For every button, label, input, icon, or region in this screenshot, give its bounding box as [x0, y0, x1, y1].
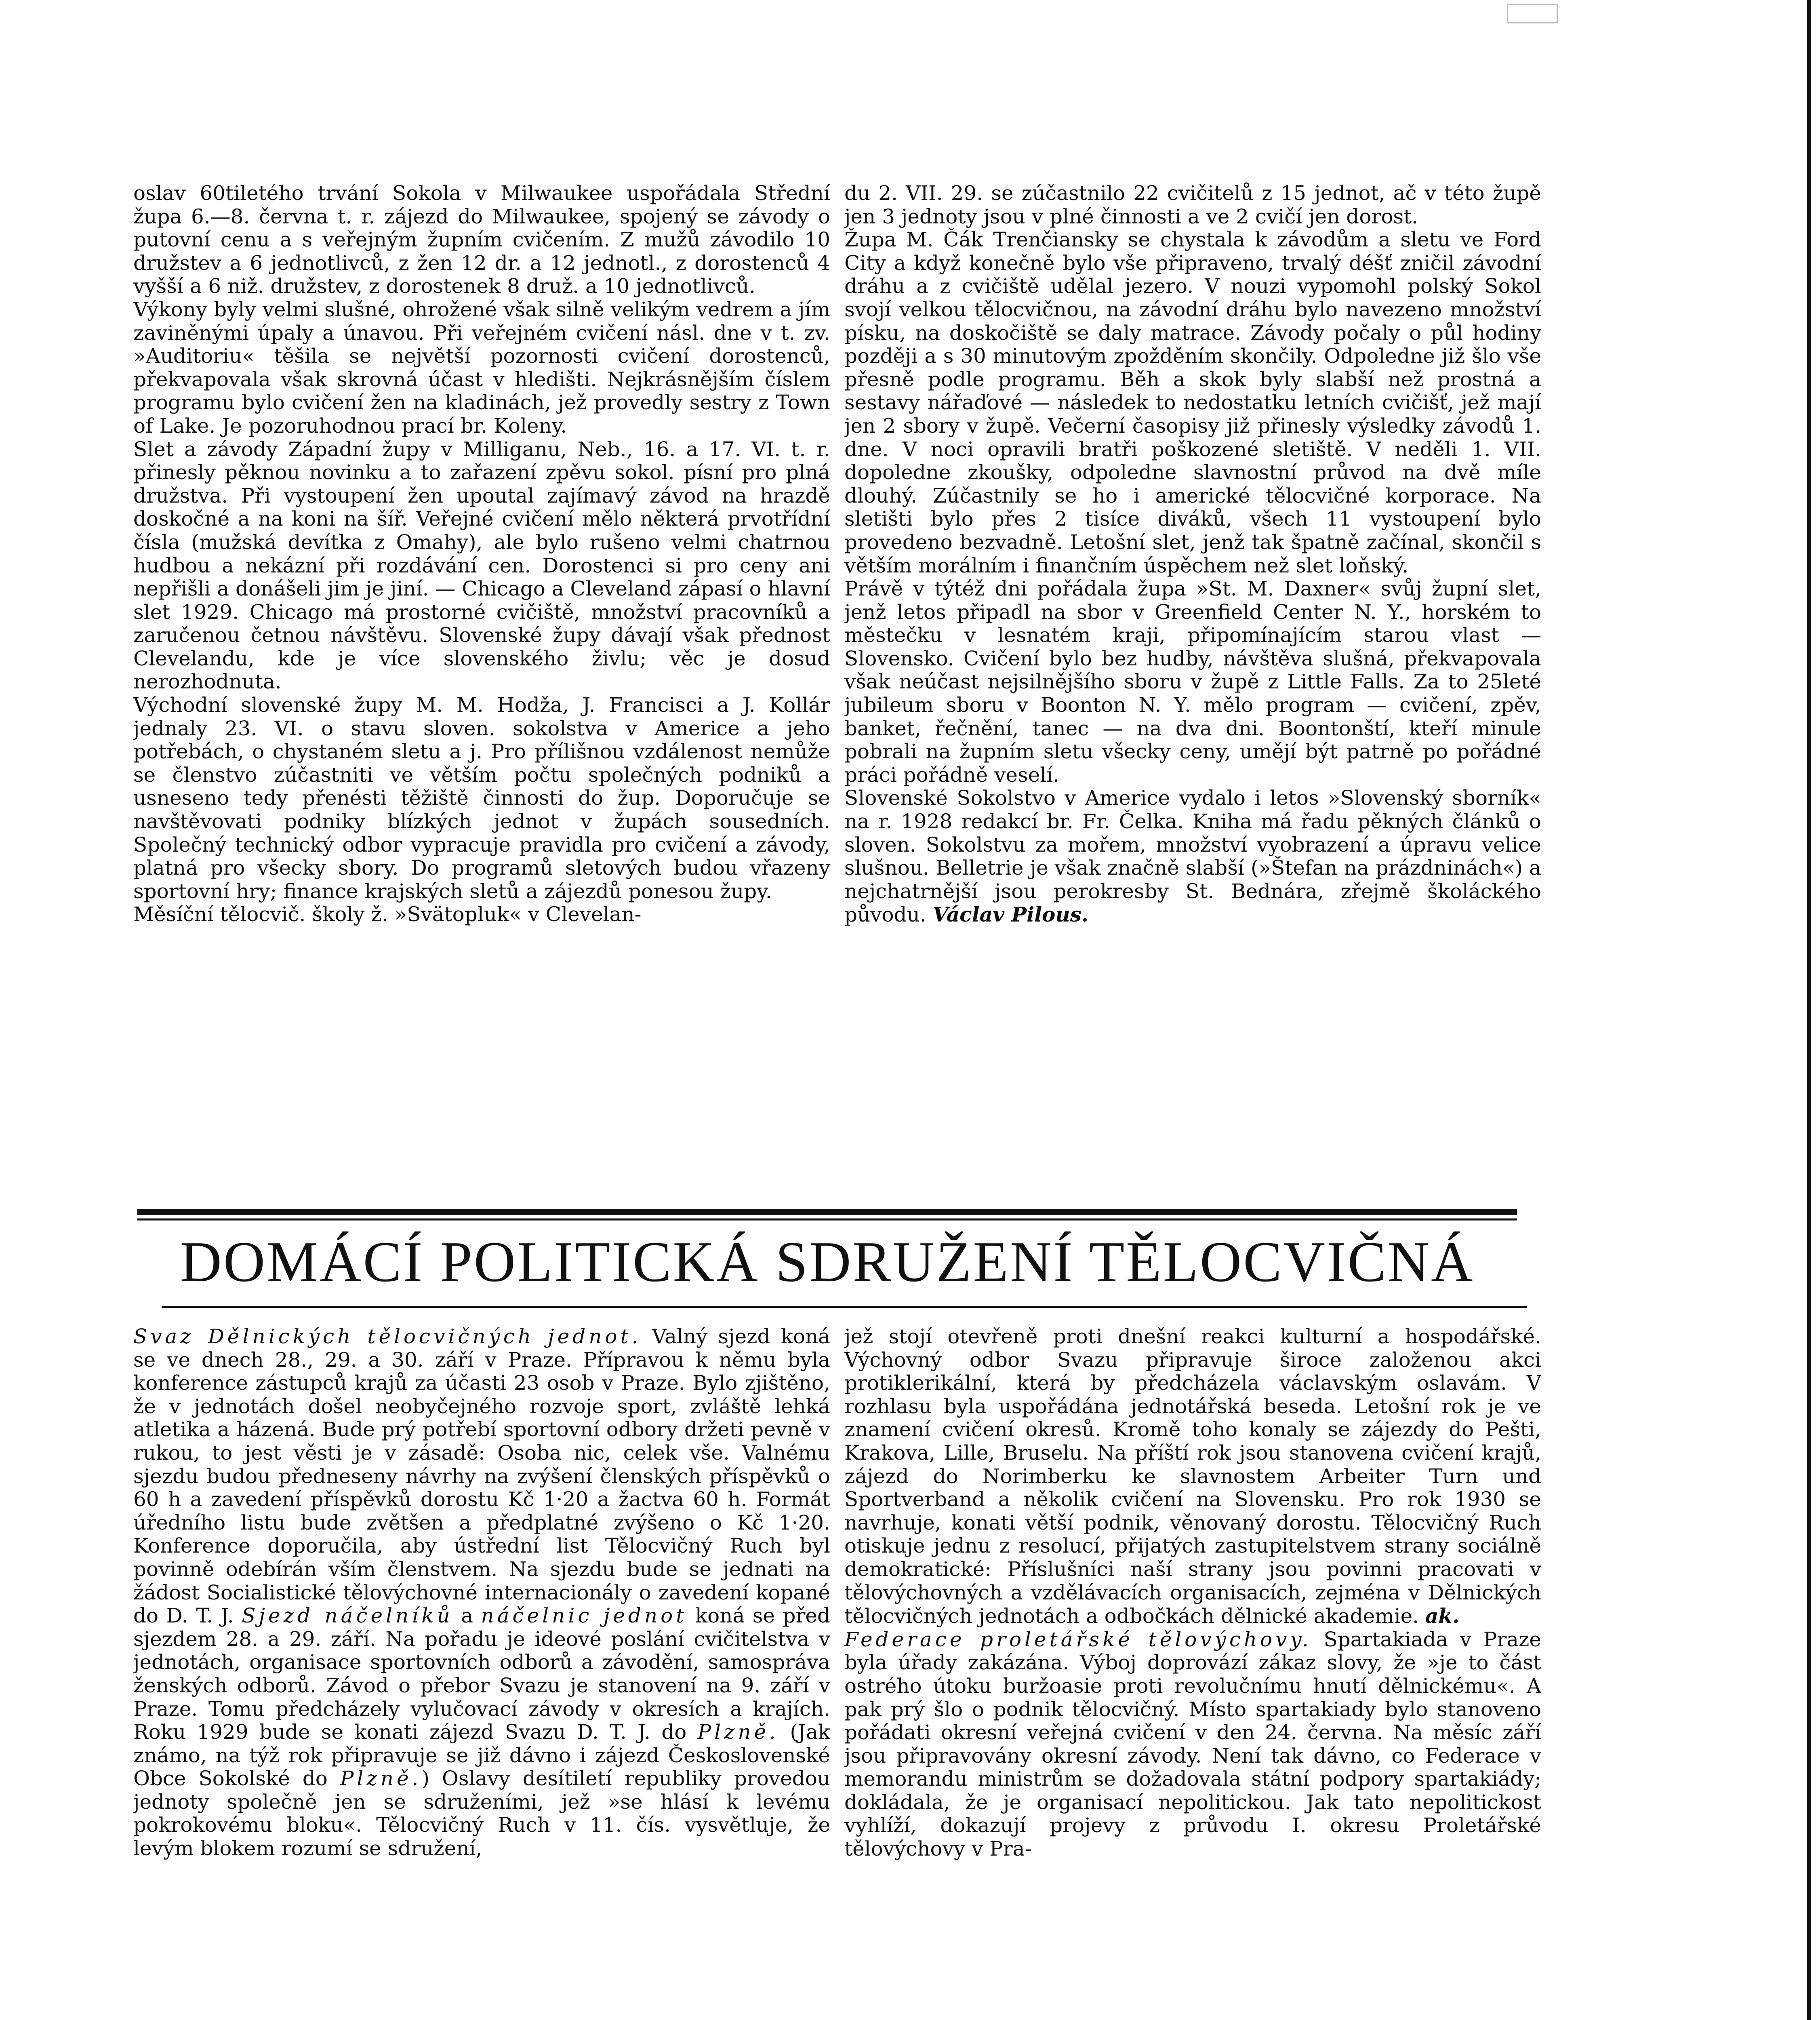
paragraph-text: Slovenské Sokolstvo v Americe vydalo i letos »Slovenský sborník« na r. 1928 redakcí br. Fr. Čelka. Kniha má řadu pěkných článků o sloven. Sokolstvu za mořem, množství vyobrazení a úpravu velice slušnou. Belletrie je však značně slabší (»Štefan na prázdninách«) a nejchatrnější jsou perokresby St. Bednára, zřejmě školáckého původu.: [844, 786, 1541, 927]
paragraph: du 2. VII. 29. se zúčastnilo 22 cvičitelů z 15 jednot, ač v této župě jen 3 jednoty jsou v plné činnosti a ve 2 cvičí jen dorost.: [844, 182, 1541, 228]
section-rule-bottom: [162, 1306, 1527, 1308]
emphasis-text: Sjezd náčelníků: [242, 1604, 453, 1628]
bottom-article-right-column: [844, 1325, 1541, 2020]
paragraph: [133, 1325, 830, 1860]
paragraph: Měsíční tělocvič. školy ž. »Svätopluk« v Clevelan-: [133, 903, 642, 926]
emphasis-text: Plzně.: [697, 1720, 779, 1744]
author-signature: Václav Pilous.: [932, 903, 1089, 927]
paragraph: [844, 1628, 1541, 1861]
section-rule-thin: [137, 1218, 1517, 1220]
paragraph: [844, 787, 1541, 927]
section-title: DOMÁCÍ POLITICKÁ SDRUŽENÍ TĚLOCVIČNÁ: [180, 1230, 1475, 1294]
paragraph: Východní slovenské župy M. M. Hodža, J. Francisci a J. Kollár jednaly 23. VI. o stavu sloven. sokolstva v Americe a jeho potřebách, o chystaném sletu a j. Pro přílišnou vzdálenost nemůže se členstvo zúčastniti ve větším počtu společných podniků a usneseno tedy přenésti těžiště činnosti do žup. Doporučuje se navštěvovati podniky blízkých jednot v župách sousedních. Společný technický odbor vypracuje pravidla pro cvičení a závody, platná pro všecky sbory. Do programů sletových budou vřazeny sportovní hry; finance krajských sletů a zájezdů ponesou župy.: [133, 693, 830, 903]
emphasis-text: náčelnic jednot: [481, 1604, 688, 1628]
top-article-left-column: [133, 182, 830, 1143]
top-article-right-column: [844, 182, 1541, 1143]
emphasis-text: Plzně.: [340, 1767, 422, 1791]
paragraph-text: Valný sjezd koná se ve dnech 28., 29. a 30. září v Praze. Přípravou k němu byla konference zástupců krajů za účasti 23 osob v Praze. Bylo zjištěno, že v jednotách došel neobyčejného rozvoje sport, zvláště lehká atletika a házená. Bude prý potřebí sportovní odbory držeti pevně v rukou, to jest věsti je v zásadě: Osoba nic, celek vše. Valnému sjezdu budou předneseny návrhy na zvýšení členských příspěvků o 60 h a zavedení příspěvků dorostu Kč 1·20 a žactva 60 h. Formát úředního listu bude zvětšen a předplatné zvýšeno o Kč 1·20. Konference doporučila, aby ústřední list Tělocvičný Ruch byl povinně odebírán vším členstvem. Na sjezdu bude se jednati na žádost Socialistické tělovýchovné internacionály o zavedení kopané do D. T. J.: [133, 1325, 830, 1628]
paragraph: oslav 60tiletého trvání Sokola v Milwaukee uspořádala Střední župa 6.—8. června t. r. zájezd do Milwaukee, spojený se závody o putovní cenu a s veřejným župním cvičením. Z mužů závodilo 10 družstev a 6 jednotlivců, z žen 12 dr. a 12 jednotl., z dorostenců 4 vyšší a 6 niž. družstev, z dorostenek 8 druž. a 10 jednotlivců.: [133, 182, 830, 298]
paragraph-text: koná se před sjezdem 28. a 29. září. Na pořadu je ideové poslání cvičitelstva v jednotách, organisace sportovních odborů a závodění, samospráva ženských odborů. Závod o přebor Svazu je stanovení na 9. září v Praze. Tomu předcházely vylučovací závody v okresích a krajích. Roku 1929 bude se konati zájezd Svazu D. T. J. do: [133, 1604, 830, 1744]
section-rule-thick: [137, 1209, 1517, 1215]
scan-artifact: [1507, 4, 1558, 23]
bottom-article-left-column: [133, 1325, 830, 2020]
paragraph-text: jež stojí otevřeně proti dnešní reakci kulturní a hospodářské. Výchovný odbor Svazu připravuje široce založenou akci protiklerikální, která by předcházela václavským oslavám. V rozhlasu byla uspořádána jednotářská beseda. Letošní rok je ve znamení cvičení okresů. Kromě toho konaly se zájezdy do Pešti, Krakova, Lille, Bruselu. Na příští rok jsou stanovena cvičení krajů, zájezd do Norimberku ke slavnostem Arbeiter Turn und Sportverband a několik cvičení na Slovensku. Pro rok 1930 se navrhuje, konati větší podnik, věnovaný dorostu. Tělocvičný Ruch otiskuje jednu z resolucí, přijatých zastupitelstvem strany sociálně demokratické: Příslušníci naší strany jsou povinni pracovati v tělovýchovných a vzdělávacích organisacích, zejména v Dělnických tělocvičných jednotách a odbočkách dělnické akademie.: [844, 1325, 1541, 1628]
author-signature: ak.: [1425, 1604, 1460, 1628]
page-edge-border: [1807, 0, 1811, 2020]
organisation-heading: Svaz Dělnických tělocvičných jednot.: [133, 1325, 642, 1348]
paragraph-text: a: [453, 1604, 481, 1628]
paragraph: Župa M. Čák Trenčiansky se chystala k závodům a sletu ve Ford City a když konečně bylo vše připraveno, trvalý déšť zničil závodní dráhu a z cvičiště udělal jezero. V nouzi vypomohl polský Sokol svojí velkou tělocvičnou, na závodní dráhu bylo navezeno množství písku, na doskočiště se daly matrace. Závody počaly o půl hodiny později a s 30 minutovým zpožděním skončily. Odpoledne již šlo vše přesně podle programu. Běh a skok byly slabší než prostná a sestavy nářaďové — následek to nedostatku letních cvičišť, jež mají jen 2 sbory v župě. Večerní časopisy již přinesly výsledky závodů 1. dne. V noci opravili bratři poškozené sletiště. V neděli 1. VII. dopoledne zkoušky, odpoledne slavnostní průvod na dvě míle dlouhý. Zúčastnily se ho i americké tělocvičné korporace. Na sletišti bylo přes 2 tisíce diváků, všech 11 vystoupení bylo provedeno bezvadně. Letošní slet, jenž tak špatně začínal, skončil s větším morálním i finančním úspěchem než slet loňský.: [844, 228, 1541, 577]
paragraph: Výkony byly velmi slušné, ohrožené však silně velikým vedrem a jím zaviněnými úpaly a únavou. Při veřejném cvičení násl. dne v t. zv. »Auditoriu« těšila se největší pozornosti cvičení dorostenců, překvapovala však skrovná účast v hledišti. Nejkrásnějším číslem programu bylo cvičení žen na kladinách, jež provedly sestry z Town of Lake. Je pozoruhodnou prací br. Koleny.: [133, 297, 830, 438]
organisation-heading: Federace proletářské tělovýchovy.: [844, 1627, 1312, 1651]
paragraph: Slet a závody Západní župy v Milliganu, Neb., 16. a 17. VI. t. r. přinesly pěknou novinku a to zařazení zpěvu sokol. písní pro plná družstva. Při vystoupení žen upoutal zajímavý závod na hrazdě doskočné a na koni na šíř. Veřejné cvičení mělo některá prvotřídní čísla (mužská devítka z Omahy), ale bylo rušeno velmi chatrnou hudbou a nekázní při rozdávání cen. Dorostenci si pro ceny ani nepřišli a donášeli jim je jiní. — Chicago a Cleveland zápasí o hlavní slet 1929. Chicago má prostorné cvičiště, množství pracovníků a zaručenou četnou návštěvu. Slovenské župy dávají však přednost Clevelandu, kde je více slovenského živlu; věc je dosud nerozhodnuta.: [133, 437, 830, 694]
paragraph: [844, 1325, 1541, 1628]
paragraph-text: Spartakiada v Praze byla úřady zakázána. Výboj doprovází zákaz slovy, že »je to část ostrého útoku buržoasie proti revolučnímu hnutí dělnickému«. A pak prý šlo o podnik tělocvičný. Místo spartakiady bylo stanoveno pořádati okresní veřejná cvičení v den 24. června. Na měsíc září jsou připravovány okresní závody. Není tak dávno, co Federace v memorandu ministrům se dožadovala státní podpory spartakiády; dokládala, že je organisací nepolitickou. Jak tato nepolitickost vyhlíží, dokazují projevy z průvodu I. okresu Proletářské tělovýchovy v Pra-: [844, 1627, 1541, 1861]
paragraph-text: (Jak známo, na týž rok připravuje se již dávno i zájezd Československé Obce Sokolské do: [133, 1720, 830, 1791]
paragraph: Právě v týtéž dni pořádala župa »St. M. Daxner« svůj župní slet, jenž letos připadl na sbor v Greenfield Center N. Y., horském to městečku v lesnatém kraji, připomínajícím starou vlast — Slovensko. Cvičení bylo bez hudby, návštěva slušná, překvapovala však neúčast nejsilnějšího sboru v župě z Little Falls. Za to 25leté jubileum sboru v Boonton N. Y. mělo program — cvičení, zpěv, banket, řečnění, tanec — na dva dni. Boontonští, kteří minule pobrali na župním sletu všecky ceny, umějí být patrně po pořádné práci pořádně veselí.: [844, 577, 1541, 787]
paragraph-text: ) Oslavy desítiletí republiky provedou jednoty společně jen se sdruženími, jež »se hlásí k levému pokrokovému bloku«. Tělocvičný Ruch v 11. čís. vysvětluje, že levým blokem rozumí se sdružení,: [133, 1767, 830, 1860]
